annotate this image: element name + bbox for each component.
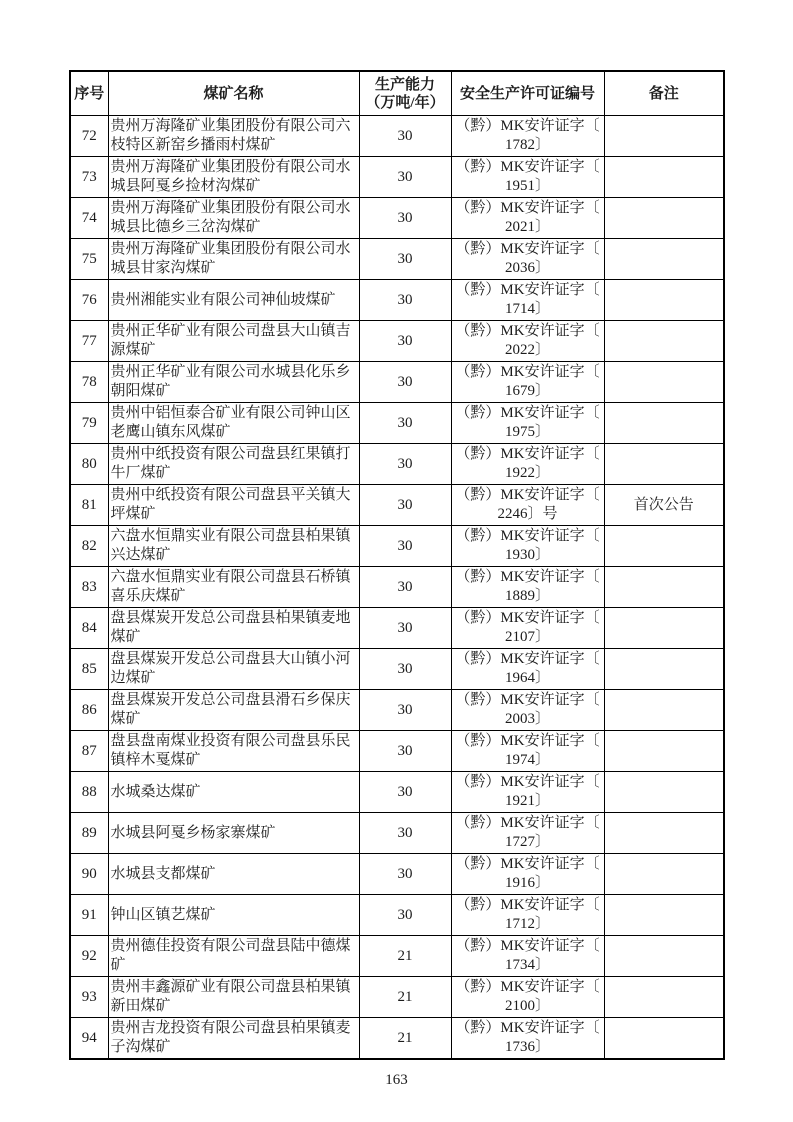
license-cell (451, 403, 604, 444)
serial-cell: 79 (70, 403, 108, 444)
license-cell (451, 731, 604, 772)
license-line1: （黔）MK安许证字〔 (455, 651, 600, 667)
capacity-cell: 30 (359, 157, 451, 198)
table-row (70, 321, 724, 362)
header-remark: 备注 (604, 71, 724, 116)
remark-cell (604, 895, 724, 936)
capacity-cell: 30 (359, 608, 451, 649)
mine-name-cell: 贵州万海隆矿业集团股份有限公司水城县比德乡三岔沟煤矿 (108, 198, 359, 239)
table-row (70, 977, 724, 1018)
serial-cell: 86 (70, 690, 108, 731)
license-cell (451, 280, 604, 321)
license-cell (451, 239, 604, 280)
table-row (70, 1018, 724, 1060)
mine-name-cell: 贵州中铝恒泰合矿业有限公司钟山区老鹰山镇东风煤矿 (108, 403, 359, 444)
mine-name-cell: 贵州德佳投资有限公司盘县陆中德煤矿 (108, 936, 359, 977)
header-capacity (359, 71, 451, 116)
remark-cell (604, 403, 724, 444)
mine-name-cell: 贵州万海隆矿业集团股份有限公司六枝特区新窑乡播雨村煤矿 (108, 116, 359, 157)
serial-cell: 74 (70, 198, 108, 239)
license-line1: （黔）MK安许证字〔 (455, 241, 600, 257)
serial-cell: 75 (70, 239, 108, 280)
license-line1: （黔）MK安许证字〔 (455, 938, 600, 954)
serial-cell: 85 (70, 649, 108, 690)
license-line2: 2107〕 (504, 629, 550, 645)
mine-name-cell: 盘县煤炭开发总公司盘县滑石乡保庆煤矿 (108, 690, 359, 731)
serial-cell: 76 (70, 280, 108, 321)
serial-cell: 78 (70, 362, 108, 403)
license-line2: 1951〕 (504, 178, 550, 194)
mine-name-cell: 六盘水恒鼎实业有限公司盘县石桥镇喜乐庆煤矿 (108, 567, 359, 608)
capacity-cell: 30 (359, 526, 451, 567)
license-line1: （黔）MK安许证字〔 (455, 897, 600, 913)
license-line2: 1782〕 (504, 137, 550, 153)
license-line1: （黔）MK安许证字〔 (455, 692, 600, 708)
license-line1: （黔）MK安许证字〔 (455, 159, 600, 175)
license-line2: 2022〕 (504, 342, 550, 358)
license-line1: （黔）MK安许证字〔 (455, 323, 600, 339)
mine-name-cell: 贵州中纸投资有限公司盘县红果镇打牛厂煤矿 (108, 444, 359, 485)
capacity-cell: 30 (359, 485, 451, 526)
license-line2: 2036〕 (504, 260, 550, 276)
mine-name-cell: 盘县煤炭开发总公司盘县大山镇小河边煤矿 (108, 649, 359, 690)
mine-name-cell: 贵州万海隆矿业集团股份有限公司水城县甘家沟煤矿 (108, 239, 359, 280)
remark-cell (604, 936, 724, 977)
capacity-cell: 30 (359, 854, 451, 895)
remark-cell (604, 649, 724, 690)
license-line2: 2246〕号 (497, 506, 558, 522)
license-line1: （黔）MK安许证字〔 (455, 200, 600, 216)
license-cell (451, 444, 604, 485)
serial-cell: 72 (70, 116, 108, 157)
capacity-cell: 30 (359, 362, 451, 403)
capacity-cell: 30 (359, 280, 451, 321)
header-license: 安全生产许可证编号 (451, 71, 604, 116)
license-line2: 1889〕 (504, 588, 550, 604)
license-cell (451, 116, 604, 157)
license-line1: （黔）MK安许证字〔 (455, 733, 600, 749)
table-row (70, 895, 724, 936)
mine-name-cell: 六盘水恒鼎实业有限公司盘县柏果镇兴达煤矿 (108, 526, 359, 567)
remark-cell (604, 239, 724, 280)
remark-cell (604, 198, 724, 239)
mine-name-cell: 水城县阿戛乡杨家寨煤矿 (108, 813, 359, 854)
license-cell (451, 813, 604, 854)
capacity-cell: 30 (359, 321, 451, 362)
capacity-cell: 30 (359, 567, 451, 608)
table-row (70, 116, 724, 157)
remark-cell (604, 608, 724, 649)
serial-cell: 90 (70, 854, 108, 895)
serial-cell: 81 (70, 485, 108, 526)
license-line2: 1921〕 (504, 793, 550, 809)
license-line2: 1727〕 (504, 834, 550, 850)
license-line2: 1975〕 (504, 424, 550, 440)
mine-name-cell: 水城桑达煤矿 (108, 772, 359, 813)
license-line2: 1964〕 (504, 670, 550, 686)
table-row (70, 854, 724, 895)
serial-cell: 82 (70, 526, 108, 567)
license-cell (451, 485, 604, 526)
license-line1: （黔）MK安许证字〔 (455, 405, 600, 421)
mine-name-cell: 贵州正华矿业有限公司盘县大山镇吉源煤矿 (108, 321, 359, 362)
serial-cell: 77 (70, 321, 108, 362)
license-line1: （黔）MK安许证字〔 (455, 979, 600, 995)
remark-cell (604, 977, 724, 1018)
capacity-cell: 30 (359, 895, 451, 936)
license-line1: （黔）MK安许证字〔 (455, 569, 600, 585)
license-line2: 1916〕 (504, 875, 550, 891)
table-row (70, 731, 724, 772)
license-cell (451, 157, 604, 198)
table-row (70, 526, 724, 567)
mine-name-cell: 水城县支都煤矿 (108, 854, 359, 895)
license-cell (451, 977, 604, 1018)
license-line1: （黔）MK安许证字〔 (455, 815, 600, 831)
license-line2: 1714〕 (504, 301, 550, 317)
license-line1: （黔）MK安许证字〔 (455, 118, 600, 134)
table-row (70, 198, 724, 239)
license-line1: （黔）MK安许证字〔 (455, 1020, 600, 1036)
serial-cell: 91 (70, 895, 108, 936)
capacity-cell: 30 (359, 772, 451, 813)
mine-name-cell: 贵州吉龙投资有限公司盘县柏果镇麦子沟煤矿 (108, 1018, 359, 1060)
capacity-cell: 30 (359, 649, 451, 690)
capacity-cell: 30 (359, 731, 451, 772)
mine-name-cell: 盘县盘南煤业投资有限公司盘县乐民镇梓木戛煤矿 (108, 731, 359, 772)
table-row (70, 157, 724, 198)
license-cell (451, 854, 604, 895)
license-line2: 2100〕 (504, 998, 550, 1014)
serial-cell: 83 (70, 567, 108, 608)
license-cell (451, 608, 604, 649)
coal-mine-table (69, 70, 725, 1060)
capacity-cell: 30 (359, 444, 451, 485)
serial-cell: 84 (70, 608, 108, 649)
capacity-cell: 30 (359, 198, 451, 239)
table-row (70, 813, 724, 854)
license-line1: （黔）MK安许证字〔 (455, 446, 600, 462)
license-cell (451, 649, 604, 690)
table-row (70, 280, 724, 321)
header-capacity-line1: 生产能力 (374, 76, 435, 93)
license-line2: 2003〕 (504, 711, 550, 727)
license-line2: 1930〕 (504, 547, 550, 563)
remark-cell (604, 1018, 724, 1060)
table-row (70, 485, 724, 526)
license-line1: （黔）MK安许证字〔 (455, 528, 600, 544)
license-line2: 2021〕 (504, 219, 550, 235)
capacity-cell: 30 (359, 116, 451, 157)
header-capacity-line2: （万吨/年） (365, 94, 445, 111)
serial-cell: 87 (70, 731, 108, 772)
license-line1: （黔）MK安许证字〔 (455, 487, 600, 503)
mine-name-cell: 贵州中纸投资有限公司盘县平关镇大坪煤矿 (108, 485, 359, 526)
table-row (70, 690, 724, 731)
remark-cell: 首次公告 (604, 485, 724, 526)
remark-cell (604, 813, 724, 854)
serial-cell: 80 (70, 444, 108, 485)
page-number: 163 (385, 1072, 408, 1088)
license-line2: 1736〕 (504, 1039, 550, 1055)
license-cell (451, 1018, 604, 1060)
header-mine-name: 煤矿名称 (108, 71, 359, 116)
license-line2: 1734〕 (504, 957, 550, 973)
license-line2: 1679〕 (504, 383, 550, 399)
serial-cell: 73 (70, 157, 108, 198)
license-line1: （黔）MK安许证字〔 (455, 856, 600, 872)
serial-cell: 92 (70, 936, 108, 977)
mine-name-cell: 贵州丰鑫源矿业有限公司盘县柏果镇新田煤矿 (108, 977, 359, 1018)
mine-name-cell: 贵州湘能实业有限公司神仙坡煤矿 (108, 280, 359, 321)
header-row (70, 71, 724, 116)
header-serial: 序号 (70, 71, 108, 116)
license-line1: （黔）MK安许证字〔 (455, 774, 600, 790)
mine-name-cell: 钟山区镇艺煤矿 (108, 895, 359, 936)
license-cell (451, 526, 604, 567)
license-cell (451, 321, 604, 362)
mine-name-cell: 贵州正华矿业有限公司水城县化乐乡朝阳煤矿 (108, 362, 359, 403)
license-cell (451, 362, 604, 403)
table-row (70, 936, 724, 977)
license-line1: （黔）MK安许证字〔 (455, 610, 600, 626)
serial-cell: 88 (70, 772, 108, 813)
remark-cell (604, 526, 724, 567)
remark-cell (604, 116, 724, 157)
license-cell (451, 567, 604, 608)
capacity-cell: 21 (359, 1018, 451, 1060)
capacity-cell: 30 (359, 690, 451, 731)
license-cell (451, 772, 604, 813)
license-line2: 1922〕 (504, 465, 550, 481)
table-row (70, 772, 724, 813)
license-line1: （黔）MK安许证字〔 (455, 282, 600, 298)
license-cell (451, 198, 604, 239)
remark-cell (604, 157, 724, 198)
table-row (70, 444, 724, 485)
table-row (70, 362, 724, 403)
remark-cell (604, 321, 724, 362)
mine-name-cell: 贵州万海隆矿业集团股份有限公司水城县阿戛乡捡材沟煤矿 (108, 157, 359, 198)
license-cell (451, 690, 604, 731)
capacity-cell: 30 (359, 403, 451, 444)
license-line2: 1712〕 (504, 916, 550, 932)
capacity-cell: 30 (359, 239, 451, 280)
table-row (70, 239, 724, 280)
remark-cell (604, 362, 724, 403)
serial-cell: 89 (70, 813, 108, 854)
remark-cell (604, 854, 724, 895)
table-row (70, 567, 724, 608)
remark-cell (604, 772, 724, 813)
remark-cell (604, 690, 724, 731)
remark-cell (604, 280, 724, 321)
table-row (70, 403, 724, 444)
license-line1: （黔）MK安许证字〔 (455, 364, 600, 380)
mine-name-cell: 盘县煤炭开发总公司盘县柏果镇麦地煤矿 (108, 608, 359, 649)
remark-cell (604, 567, 724, 608)
license-cell (451, 895, 604, 936)
remark-cell (604, 444, 724, 485)
license-cell (451, 936, 604, 977)
license-line2: 1974〕 (504, 752, 550, 768)
remark-cell (604, 731, 724, 772)
mine-table-body (70, 116, 724, 1060)
serial-cell: 93 (70, 977, 108, 1018)
capacity-cell: 21 (359, 977, 451, 1018)
table-row (70, 608, 724, 649)
capacity-cell: 21 (359, 936, 451, 977)
capacity-cell: 30 (359, 813, 451, 854)
table-row (70, 649, 724, 690)
serial-cell: 94 (70, 1018, 108, 1060)
